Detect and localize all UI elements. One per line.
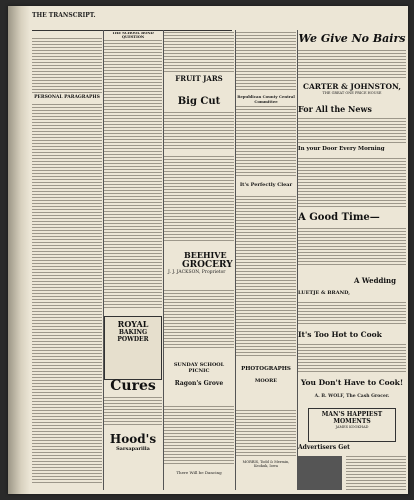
- article-text: [298, 228, 406, 266]
- advertisers-get-heading: Advertisers Get: [298, 444, 350, 451]
- masthead: [32, 12, 232, 31]
- page-fold-shadow: [8, 6, 30, 494]
- article-text: [236, 196, 296, 356]
- cures-ad: Cures: [110, 378, 156, 394]
- thumbnail-image: [298, 456, 342, 490]
- you-dont-have-to-cook-heading: You Don't Have to Cook!: [300, 378, 404, 387]
- dancing-line: There Will be Dancing: [176, 470, 222, 475]
- carter-johnston-ad: CARTER & JOHNSTON, THE GREAT ONE PRICE HOUSE: [303, 82, 401, 95]
- fruit-jars-ad: FRUIT JARS: [175, 74, 223, 83]
- article-text: [104, 397, 162, 427]
- article-text: [298, 344, 406, 374]
- morris-ad: MORRIS, Todd & Mermin, Keokuk, Iowa: [242, 460, 290, 468]
- article-text: [32, 38, 102, 94]
- column-3: [164, 32, 234, 490]
- royal-label: ROYAL: [117, 319, 149, 329]
- too-hot-to-cook-heading: It's Too Hot to Cook: [298, 330, 382, 339]
- article-text: [346, 456, 406, 490]
- photographs-ad: PHOTOGRAPHS MOORE: [241, 366, 291, 384]
- we-give-no-bairs-heading: We Give No Bairs: [298, 32, 406, 45]
- article-text: [164, 156, 234, 242]
- mans-happiest-moments-ad: MAN'S HAPPIEST MOMENTS JAMES KOOKHAD: [308, 408, 396, 442]
- article-text: [298, 118, 406, 144]
- article-text: [298, 302, 406, 326]
- in-your-door-heading: In your Door Every Morning: [298, 146, 385, 152]
- column-2: [104, 32, 162, 490]
- article-text: [298, 50, 406, 80]
- royal-baking-powder-ad: [104, 316, 162, 380]
- for-all-news-heading: For All the News: [298, 104, 372, 114]
- article-text: [164, 112, 234, 150]
- article-text: [298, 158, 406, 208]
- big-cut-ad: Big Cut: [177, 96, 221, 107]
- baking-label: BAKING: [118, 329, 148, 336]
- article-text: [164, 290, 234, 350]
- article-text: [236, 32, 296, 92]
- column-5: [298, 32, 406, 490]
- beehive-grocery-ad: BEEHIVE GROCERY J. J. JACKSON, Proprietor: [168, 250, 233, 275]
- sunday-school-picnic-ad: SUNDAY SCHOOL PICNIC Ragon's Grove: [173, 362, 225, 387]
- article-text: [32, 104, 102, 484]
- article-text: [164, 406, 234, 466]
- personal-paragraphs-heading: PERSONAL PARAGRAPHS: [34, 95, 100, 100]
- masthead-title: THE TRANSCRIPT.: [32, 12, 96, 19]
- republican-committee: Republican County Central Committee: [237, 94, 295, 104]
- luetje-brand: LUETJE & BRAND,: [298, 290, 351, 296]
- article-text: [164, 32, 234, 72]
- perfectly-clear-ad: It's Perfectly Clear: [239, 182, 293, 188]
- school-bond-heading: THE SCHOOL BOND QUESTION: [112, 32, 154, 39]
- a-good-time-heading: A Good Time—: [298, 212, 380, 223]
- article-text: [104, 40, 162, 310]
- hoods-ad: Hood's Sarsaparilla: [109, 432, 157, 452]
- powder-label: POWDER: [117, 336, 149, 343]
- wolf-grocer: A. B. WOLF, The Cash Grocer.: [314, 394, 390, 399]
- column-4: [236, 32, 296, 490]
- article-text: [236, 106, 296, 176]
- column-1: [32, 32, 102, 490]
- a-wedding-heading: A Wedding: [353, 276, 396, 285]
- article-text: [236, 410, 296, 456]
- newspaper-page: [8, 6, 408, 494]
